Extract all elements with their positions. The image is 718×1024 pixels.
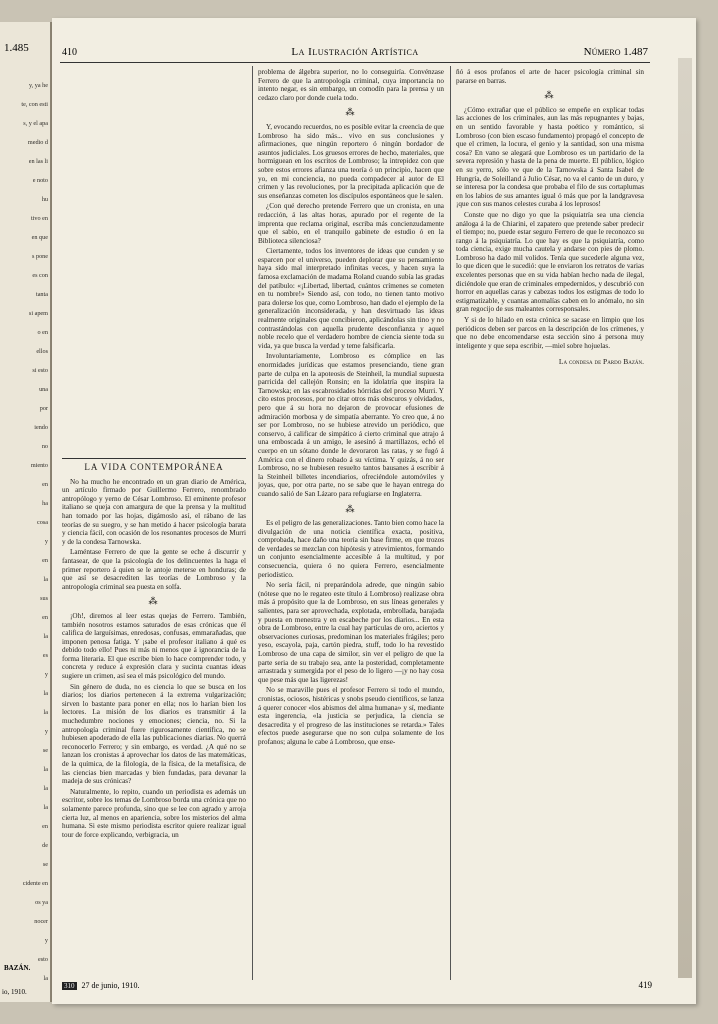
page-footer (62, 981, 652, 990)
paragraph: ñó á esos profanos el arte de hacer psicología criminal sin pararse en barras. (456, 68, 644, 85)
previous-page-fragment: y (44, 937, 48, 944)
previous-page-fragment: tivo en (30, 215, 48, 222)
previous-page-fragment: es con (32, 272, 48, 279)
paragraph: Naturalmente, lo repito, cuando un periodista es además un escritor, sobre los temas de Lombroso borda una crónica que no solamente parece profunda, sino que se lee con agrado y arroja cierta luz, al menos en apariencia, sobre los misterios del alma humana. Si este mismo periodista escritor quiere realizar igual tour de force explicando, verbigracia, un (62, 787, 246, 839)
page-header (62, 46, 648, 60)
previous-page-fragment: en (42, 823, 48, 830)
previous-page-fragment: la (43, 690, 48, 697)
previous-page-fragment: te, con esti (21, 101, 48, 108)
section-rule (62, 458, 246, 459)
separator-asterism: ⁂ (345, 503, 357, 514)
previous-page-edge (0, 22, 52, 1002)
previous-page-fragment: nocer (34, 918, 48, 925)
paragraph: ¿Cómo extrañar que el público se empeñe en explicar todas las acciones de los criminales, aun las más repugnantes y bajas, en un sentido favorable y hasta poético y romántico, si Lombroso (con bien escaso fundamento) propagó el concepto de que el crimen, la locura, el genio y la santidad, son una misma cosa? En vano se alegará que Lombroso es un partidario de la severa represión y hasta de la pena de muerte. El público, lógico en su yerro, sólo ve que de la Tarnowska á Santa Isabel de Hungría, de Soleilland á Julio César, no va el canto de un duro, y se interesa por la condesa que probaba el filo de sus cortaplumas en los labios de sus amantes igual ó más que por la landgravesa ¡que con sus manos celestes curaba á los leprosos! (456, 105, 644, 209)
previous-page-fragment: es (42, 652, 48, 659)
paragraph: Laméntase Ferrero de que la gente se eche á discurrir y fantasear, de que la psicología de los delincuentes la haga el primer reportero á quien se le antoje meterse en honduras; de que así se desacrediten las teorías de Lombroso y la antropología criminal sea puesta en solfa. (62, 548, 246, 591)
header-page-number: 410 (62, 47, 77, 58)
paragraph: No sería fácil, ni preparándola adrede, que ningún sabio (nótese que no le regateo este título á Lombroso) realizase obra más á propósito que la de Lombroso, en sus líneas generales y salientes, para ser aprovechada, explotada, embrollada, barajada y puesta en menestra y en escabeche por los diarios... En esta obra de Lombroso, entre la cual hay partículas de oro, aciertos y observaciones curiosas, predominan los materiales frágiles; pero yeso, escayola, paja, cartón piedra, stuff, todo lo ha revestido Lombroso de una capa de similor, sin ver el peligro de que la parte seria de su trabajo sea, ante la posteridad, completamente arrastrada y sumergida por el peso de lo ligero —¡y no hay cosa que pese más que las ligerezas! (258, 581, 444, 684)
previous-page-fragment: en (42, 557, 48, 564)
previous-page-fragment: o en (37, 329, 48, 336)
issue-number: Número 1.487 (583, 46, 648, 58)
previous-page-fragment: en (42, 481, 48, 488)
previous-page-fragment: y (44, 538, 48, 545)
previous-page-fragment: esto (38, 956, 48, 963)
author-signature: La condesa de Pardo Bazán. (558, 357, 644, 367)
magazine-title: La Ilustración Artística (291, 46, 419, 58)
column-3 (456, 68, 644, 518)
previous-page-fragment: en las li (28, 158, 48, 165)
paragraph: Es el peligro de las generalizaciones. Tanto bien como hace la divulgación de una noticia científica exacta, positiva, comprobada, hace daño una teoría sin base firme, en que trozos de verdades se mezclan con hipótesis y atrevimientos, formando un conjunto esencialmente accesible á la multitud, y por consecuencia, quiera ó no quiera Ferrero, esencialmente periodístico. (258, 519, 444, 579)
previous-page-fragment: s pone (32, 253, 48, 260)
footer-date: 27 de junio, 1910. (81, 981, 140, 990)
previous-page-fragment: tanta (35, 291, 48, 298)
section-title: LA VIDA CONTEMPORÁNEA (84, 462, 224, 472)
column-1 (62, 458, 246, 978)
paragraph: Ciertamente, todos los inventores de ideas que cunden y se esparcen por el universo, pueden deplorar que su pensamiento haya sido mal interpretado infinitas veces, y hacen suya la famosa exclamación de madama Roland cuando subía las gradas del patíbulo: «¡Libertad, libertad, cuántos crímenes se cometen en tu nombre!» Siendo así, con todo, no tienen tanto motivo para dolerse los que, como Lombroso, han dado el ejemplo de la generalización inconsiderada, y han desvirtuado las ideas realmente originales que concibieron, aplicándolas sin tino y no contrastándolas con aquella prudente desconfianza y aquel noble recelo que el verdadero hombre de ciencia siente toda su vida, ya que busca la verdad y teme falsificarla. (258, 247, 444, 350)
footer-page-number: 419 (638, 980, 652, 990)
previous-page-fragment: ha (42, 500, 48, 507)
previous-page-fragment: si apem (28, 310, 48, 317)
column-divider-1 (252, 66, 253, 980)
previous-page-fragment: os ya (35, 899, 48, 906)
previous-page-fragment: la (43, 576, 48, 583)
previous-page-fragment: de (42, 842, 48, 849)
previous-page-fragment: una (39, 386, 48, 393)
previous-page-fragment: cidente en (22, 880, 48, 887)
previous-page-fragment: sus (40, 595, 48, 602)
previous-page-fragment: la (43, 766, 48, 773)
previous-page-fragment: no (41, 443, 48, 450)
scan-edge-strip (678, 58, 692, 978)
previous-page-fragment: la (43, 804, 48, 811)
previous-page-fragment: en (42, 614, 48, 621)
previous-page-fragment: y (44, 728, 48, 735)
paragraph: problema de álgebra superior, no lo conseguiría. Convénzase Ferrero de que la antropología criminal, cuya importancia no intento negar, es sin embargo, un comodín para la prensa y un cedazo claro por donde cuela todo. (258, 68, 444, 102)
previous-page-fragment: se (42, 861, 48, 868)
previous-page-fragment: miento (30, 462, 48, 469)
previous-page-fragment: la (43, 633, 48, 640)
previous-page-fragment: y (44, 671, 48, 678)
previous-page-fragment: la (43, 709, 48, 716)
header-rule (60, 62, 650, 63)
previous-page-fragment: iendo (34, 424, 48, 431)
paragraph: Y, evocando recuerdos, no es posible evitar la creencia de que Lombroso ha sido más... vivo en sus conclusiones y afirmaciones, que ningún reportero ó ningún bordador de asuntos judiciales. Los gruesos errores de hecho, materiales, que hormiguean en los escritos de Lombroso; la intrepidez con que sobre estos errores afianza una teoría ó un principio, hacen que yo, en mi conciencia, no pueda compadecer al autor de El crimen y las revoluciones, por la precipitada aplicación que de sus enseñanzas cometen los discípulos espontáneos que le salen. (258, 122, 444, 200)
column-2 (258, 68, 444, 978)
paragraph: ¿Con qué derecho pretende Ferrero que un cronista, en una redacción, á las altas horas, apurado por el regente de la imprenta que reclama original, escriba más concienzudamente que el sabio, en el tranquilo gabinete de estudio ó en la Biblioteca silenciosa? (258, 202, 444, 245)
footer-badge: 310 (64, 982, 75, 990)
previous-page-fragment: si esto (32, 367, 48, 374)
separator-asterism: ⁂ (345, 107, 357, 118)
previous-page-footer: io, 1910. (2, 988, 27, 996)
paragraph: Sin género de duda, no es ciencia lo que se busca en los diarios; los diarios pertenecen á la extrema vulgarización; sirven lo bastante para poner en ella; nos lo harían bien los lectores. La misión de los diarios es transmitir á la muchedumbre nociones y emociones; ciencia, no. Si la antropología criminal fuere rigurosamente científica, no se hubiesen apoderado de ella las publicaciones diarias. No querrá reconocerlo Ferrero; y sin embargo, es verdad. ¿A qué no se lanzan los cronistas á aprovechar los datos de las matemáticas, de la química, de la filología, de la física, de la metafísica, de las ciencias bien marcadas y bien fundadas, para devanar la madeja de sus crónicas? (62, 682, 246, 786)
previous-page-fragment: cosa (37, 519, 48, 526)
previous-page-signature: BAZÁN. (4, 964, 31, 972)
previous-page-fragment: medio d (27, 139, 48, 146)
previous-page-fragment: hu (41, 196, 48, 203)
paragraph: Y si de lo hilado en esta crónica se sacase en limpio que los periódicos deben ser parcos en la descripción de los crímenes, y que no debe encomendarse esta sección sino á persona muy inteligente y que sepa escribir, —miel sobre hojuelas. (456, 316, 644, 350)
previous-page-fragment: ellos (36, 348, 48, 355)
previous-page-fragment: por (39, 405, 48, 412)
previous-page-number: 1.485 (4, 42, 29, 54)
paragraph: No ha mucho he encontrado en un gran diario de América, un artículo firmado por Guillermo Ferrero, renombrado antropólogo y yerno de César Lombroso. El eminente profesor italiano se queja con amargura de que la prensa y la multitud han tomado por las hojas, digámoslo así, el rábano de las teorías de su suegro, y se han metido á hacer psicología barata y ciencia fácil, con ocasión de los resonantes procesos de Murri y de la condesa Tarnowska. (62, 477, 246, 546)
paragraph: Involuntariamente, Lombroso es cómplice en las enormidades jurídicas que estamos presenciando, tiene gran parte de culpa en la apoteosis de Steinheil, la mundial supuesta parricida del callejón Ronsin; en la idolatría que inspira la Tarnowska; en las escabrosidades hórridas del proceso Murri. Y cito estos procesos, por no citar otros más obscuros y olvidados, pero que á su hora no dejaron de provocar efusiones de admiración morbosa y de simpatía aberrante. Yo creo que, á no ser por Lombroso, no se hubiese atrevido un periódico, que conservo, á calificar de simpático á cierto criminal que atrajo á una emboscada á un amigo, le asesinó á martillazos, echó el cuerpo en un sótano donde le devoraron las ratas, y se fugó á América con el dinero robado á su víctima. Y quizás, á no ser Lombroso, no se hubiesen resuelto tantos bausanes á escribir á la Steinheil billetes incendiarios, ofreciéndole automóviles y joyas, que, por otra parte, no se sabe que le hayan entrega do cuando salió de San Lázaro para refugiarse en Inglaterra. (258, 352, 444, 498)
previous-page-fragment: e noto (32, 177, 48, 184)
paragraph: No se maraville pues el profesor Ferrero si todo el mundo, cronistas, ociosos, histéricas y snobs pseudo científicos, se lanza á querer conocer «los abismos del alma humana» y sí, mediante esta ingerencia, «la justicia se perjudica, la ciencia se desacredita y el progreso de las instituciones se retarda.» Tales efectos puede asegurarse que no son culpa solamente de los profanos; alguna le cabe á Lombroso, que ense- (258, 686, 444, 746)
previous-page-fragment: se (42, 747, 48, 754)
paragraph: Conste que no digo yo que la psiquiatría sea una ciencia análoga á la de Chiarini, el zapatero que pretende saber predecir el tiempo; no, puede estar seguro Ferrero de que le reconozco su rango á la psiquiatría. Lo que hay es que la psiquiatría, como toda ciencia, exige mucha cautela y andarse con pies de plomo. Lombroso ha dado mil volidos. Tenía que sucederle alguna vez, lo que dicen que le sucedió: que le enviaron los retratos de varias excelentes personas que en su vida habían hecho nada de ilegal, diciéndole que eran de criminales empedernidos, y descubrió con horror en aquellas caras y cabezas todos los estigmas de todo lo estigmatizable, y cuantas anomalías caben en lo anómalo, no sin gran regocijo de sus maleantes corresponsales. (456, 210, 644, 314)
previous-page-fragment: la (43, 975, 48, 982)
paragraph: ¡Oh!, diremos al leer estas quejas de Ferrero. También, también nosotros estamos saturados de esas crónicas que él califica de larguísimas, enredosas, confusas, emmarañadas, que imponen penosa fatiga. Y ¡sabe el profesor italiano á qué es debido todo ello! Pues ni más ni menos que á ignorancia de la forma literaria. El que escribe bien lo hace comprender todo, y concreta y reduce á expresión clara y sucinta cuantas ideas sugiere un crimen, así sea el más psicológico del mundo. (62, 611, 246, 681)
previous-page-fragment: s, y el apa (23, 120, 48, 127)
separator-asterism: ⁂ (544, 90, 556, 101)
previous-page-fragment: la (43, 785, 48, 792)
column-divider-2 (450, 66, 451, 980)
previous-page-fragment: en que (31, 234, 48, 241)
previous-page-fragment: y, ya he (28, 82, 48, 89)
separator-asterism: ⁂ (148, 596, 160, 607)
magazine-page (52, 18, 696, 1004)
